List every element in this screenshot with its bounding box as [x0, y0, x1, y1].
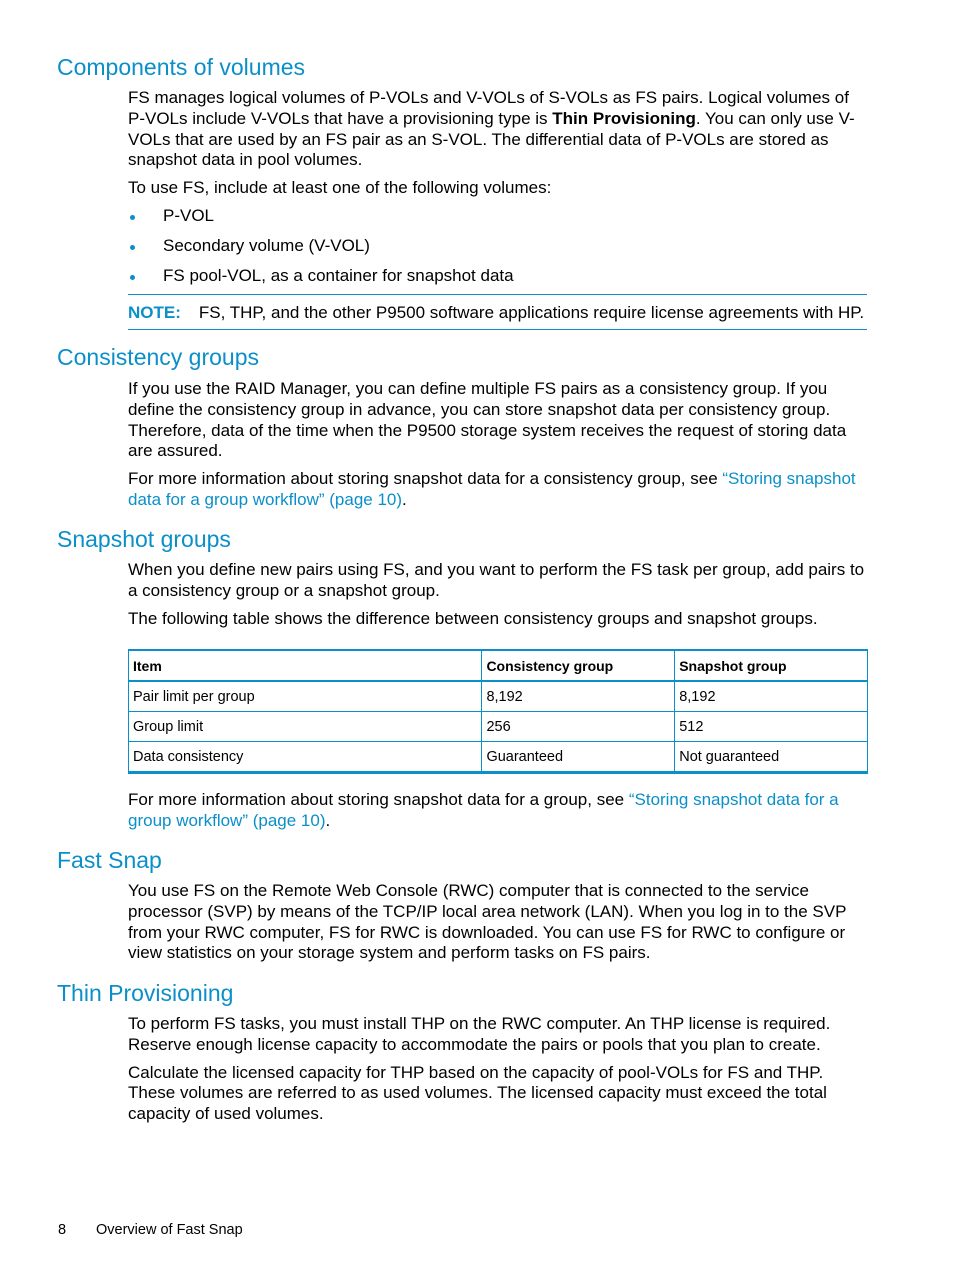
column-header: Snapshot group — [675, 650, 868, 681]
bullet-icon — [130, 275, 135, 280]
storing-snapshot-link[interactable]: “Storing snapshot data for a group workflow” (page 10) — [128, 469, 856, 509]
paragraph: The following table shows the difference between consistency groups and snapshot groups. — [128, 608, 818, 628]
list-item-text: FS pool-VOL, as a container for snapshot data — [163, 265, 514, 285]
page-footer — [58, 1222, 243, 1238]
column-header: Consistency group — [482, 650, 675, 681]
paragraph: Calculate the licensed capacity for THP based on the capacity of pool-VOLs for FS and THP. These volumes are referred to as used volumes. The licensed capacity must exceed the total capacity of used volumes. — [128, 1062, 827, 1124]
comparison-table — [128, 649, 868, 774]
page-number: 8 — [58, 1222, 67, 1238]
bullet-list — [128, 206, 870, 296]
text-run: For more information about storing snapshot data for a group, see — [128, 790, 629, 809]
note-box — [128, 294, 867, 330]
paragraph — [128, 88, 870, 171]
paragraph — [128, 790, 870, 832]
table-cell: Guaranteed — [482, 742, 675, 773]
text-run: . You can only use V-VOLs that are used by an FS pair as an S-VOL. The differential data of P-VOLs are stored as snapshot data in pool volumes. — [128, 108, 855, 170]
section-thin-body — [128, 1014, 870, 1132]
table-cell: Not guaranteed — [675, 742, 868, 773]
note-text: FS, THP, and the other P9500 software applications require license agreements with HP. — [198, 303, 865, 322]
text-run: FS manages logical volumes of P-VOLs and V-VOLs of S-VOLs as FS pairs. Logical volumes of P-VOLs include V-VOLs that have a provisioning type is — [128, 88, 849, 128]
heading-components-of-volumes: Components of volumes — [57, 54, 306, 80]
paragraph: To perform FS tasks, you must install THP on the RWC computer. An THP license is required. Reserve enough license capacity to accommodate the pairs or pools that you plan to create. — [128, 1014, 831, 1054]
bold-term: Thin Provisioning — [552, 108, 696, 128]
paragraph: You use FS on the Remote Web Console (RWC) computer that is connected to the service processor (SVP) by means of the TCP/IP local area network (LAN). When you log in to the SVP from your RWC computer, FS for RWC is downloaded. You can use FS for RWC to configure or view statistics on your storage system and perform tasks on FS pairs. — [128, 881, 847, 963]
note-label: NOTE: — [128, 303, 181, 322]
section-snapshot-body — [128, 560, 870, 636]
section-snapshot-after-table — [128, 790, 870, 839]
list-item-text: P-VOL — [163, 205, 215, 225]
heading-consistency-groups: Consistency groups — [57, 344, 259, 370]
footer-title: Overview of Fast Snap — [96, 1222, 243, 1238]
list-item-text: Secondary volume (V-VOL) — [163, 235, 370, 255]
table-cell: 8,192 — [482, 681, 675, 712]
table-cell: Group limit — [129, 712, 482, 742]
table-row — [129, 712, 868, 742]
column-header: Item — [129, 650, 482, 681]
section-components-body — [128, 88, 870, 296]
text-run: . — [325, 810, 331, 830]
heading-thin-provisioning: Thin Provisioning — [57, 980, 234, 1006]
heading-fast-snap: Fast Snap — [57, 847, 162, 873]
paragraph: To use FS, include at least one of the following volumes: — [128, 178, 552, 198]
table-header-row — [129, 650, 868, 681]
paragraph: When you define new pairs using FS, and you want to perform the FS task per group, add pairs to a consistency group or a snapshot group. — [128, 560, 865, 600]
table-cell: Pair limit per group — [129, 681, 482, 712]
section-consistency-body — [128, 379, 870, 518]
heading-snapshot-groups: Snapshot groups — [57, 526, 231, 552]
list-item — [128, 266, 870, 296]
list-item — [128, 236, 870, 266]
table-row — [129, 742, 868, 773]
paragraph — [128, 469, 870, 511]
table-cell: 512 — [675, 712, 868, 742]
text-run: For more information about storing snapshot data for a consistency group, see — [128, 469, 723, 489]
text-run: . — [402, 489, 407, 509]
bullet-icon — [130, 245, 135, 250]
bullet-icon — [130, 215, 135, 220]
storing-snapshot-link[interactable]: “Storing snapshot data for a group workflow” (page 10) — [128, 790, 839, 830]
table-cell: 8,192 — [675, 681, 868, 712]
paragraph: If you use the RAID Manager, you can define multiple FS pairs as a consistency group. If you define the consistency group in advance, you can store snapshot data per consistency group. Therefore, data of the time when the P9500 storage system receives the request of storing data are assured. — [128, 379, 847, 461]
list-item — [128, 206, 870, 236]
table-cell: 256 — [482, 712, 675, 742]
section-fast-snap-body — [128, 881, 870, 971]
table-cell: Data consistency — [129, 742, 482, 773]
table-row — [129, 681, 868, 712]
